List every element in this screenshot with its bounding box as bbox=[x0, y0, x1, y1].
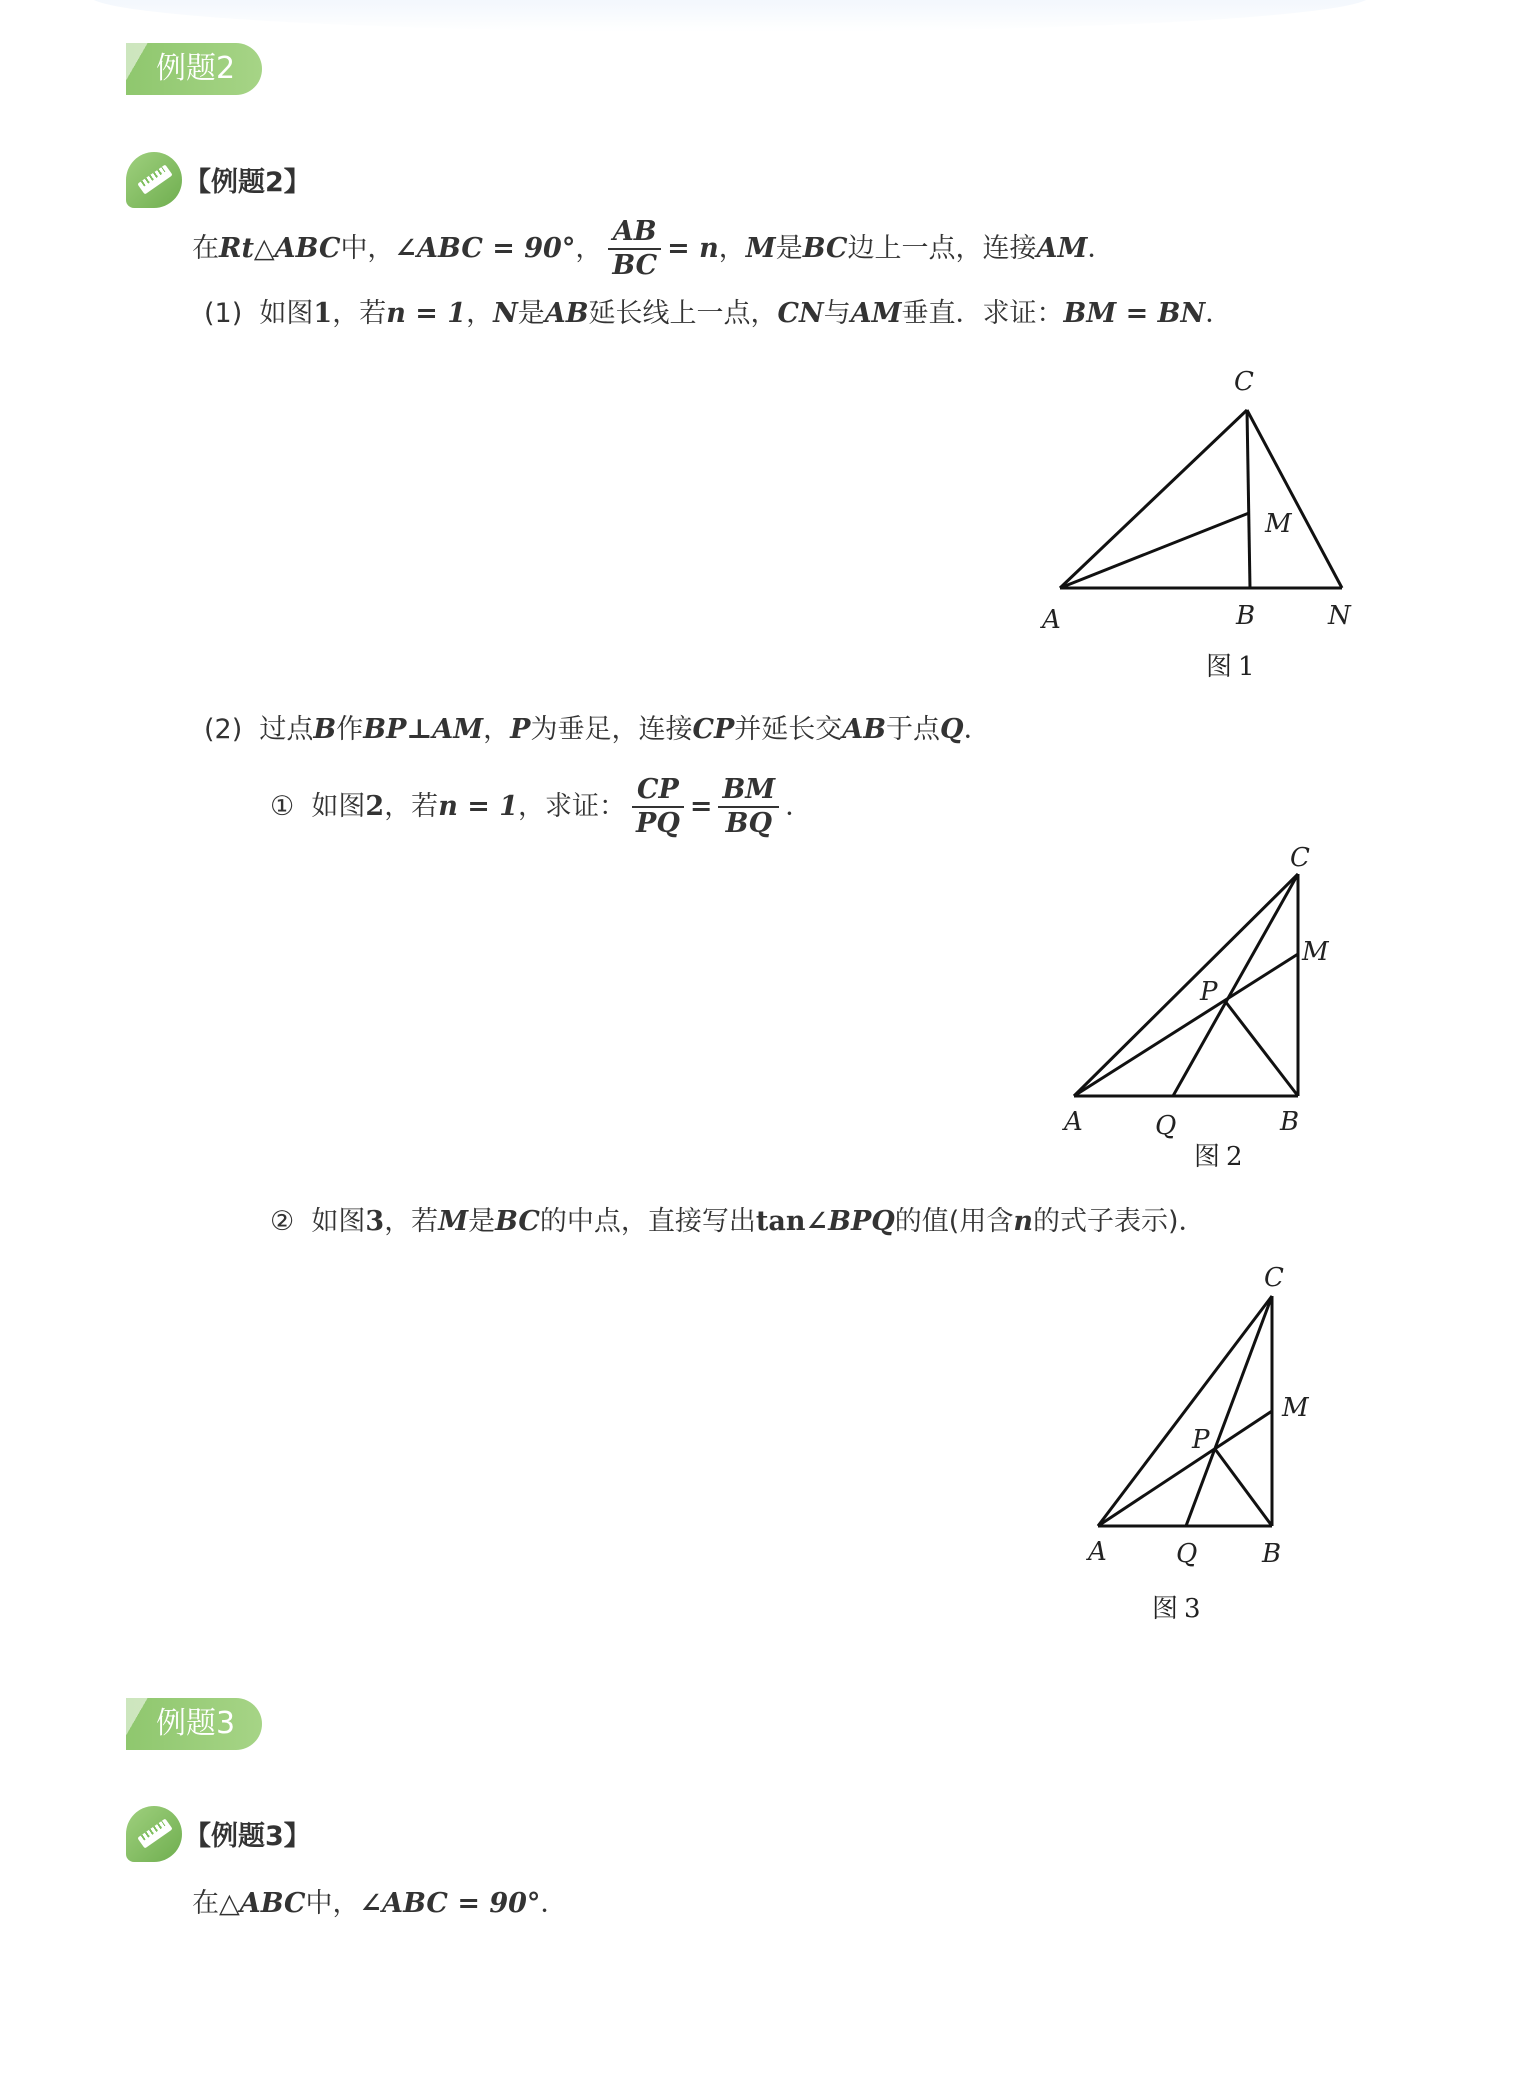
text: 与 bbox=[823, 298, 851, 329]
text: ， bbox=[483, 714, 511, 745]
fraction-numerator: CP bbox=[632, 776, 684, 808]
text: ，若 bbox=[384, 1206, 439, 1237]
example2-part2 bbox=[204, 710, 991, 750]
math: n = 1 bbox=[438, 790, 519, 822]
math: △ABC bbox=[219, 1888, 306, 1919]
ruler-icon bbox=[126, 152, 182, 208]
text: ，若 bbox=[384, 790, 439, 822]
fig2-segment-ac bbox=[1074, 874, 1298, 1096]
fraction-denominator: PQ bbox=[636, 808, 680, 840]
text: 作 bbox=[336, 714, 364, 745]
fig3-segment-cq bbox=[1186, 1296, 1272, 1526]
fraction-denominator: BQ bbox=[725, 808, 773, 840]
text: ， bbox=[575, 232, 603, 264]
fig3-segment-bp bbox=[1215, 1449, 1272, 1526]
fig3-label-p: P bbox=[1192, 1425, 1210, 1455]
fraction-numerator: BM bbox=[718, 776, 779, 808]
fig2-segment-bp bbox=[1225, 1001, 1298, 1096]
text: 在 bbox=[192, 1888, 219, 1919]
math: AM bbox=[1036, 232, 1088, 264]
text: 中， bbox=[305, 1888, 360, 1919]
math: M bbox=[438, 1206, 469, 1237]
text: ， bbox=[718, 232, 746, 264]
figure-1 bbox=[1040, 360, 1360, 640]
text: 为垂足，连接 bbox=[530, 714, 693, 745]
fig1-label-n: N bbox=[1328, 601, 1351, 631]
fig1-segment-cn bbox=[1247, 410, 1342, 588]
figure-3-caption bbox=[1152, 1588, 1201, 1625]
top-decor-band bbox=[90, 0, 1370, 32]
fig3-label-b: B bbox=[1262, 1539, 1282, 1569]
math: ∠ABC = 90° bbox=[359, 1888, 541, 1919]
math: B bbox=[313, 714, 337, 745]
math: 2 bbox=[365, 790, 385, 822]
example3-title: 【例题3】 bbox=[184, 1821, 311, 1852]
fig2-label-c: C bbox=[1290, 843, 1310, 873]
caption-number: 3 bbox=[1184, 1594, 1201, 1624]
section-tab-example2 bbox=[126, 43, 262, 95]
text: 的中点，直接写出 bbox=[539, 1206, 756, 1237]
fraction-numerator: AB bbox=[608, 218, 661, 250]
text: ，若 bbox=[332, 298, 387, 329]
fig3-label-q: Q bbox=[1176, 1539, 1198, 1569]
text: 延长线上一点， bbox=[588, 298, 778, 329]
text: 如图 bbox=[311, 1206, 366, 1237]
math: = n bbox=[667, 232, 719, 264]
example2-stem bbox=[192, 218, 1114, 281]
text: 是 bbox=[468, 1206, 496, 1237]
text: 垂直．求证： bbox=[901, 298, 1064, 329]
math: BP⊥AM bbox=[363, 714, 484, 745]
fig2-label-m: M bbox=[1302, 937, 1329, 967]
figure-3 bbox=[1076, 1256, 1356, 1576]
text: 于点 bbox=[886, 714, 941, 745]
math: N bbox=[493, 298, 518, 329]
math: Rt△ABC bbox=[219, 232, 341, 264]
figure-2 bbox=[1050, 840, 1350, 1140]
math: 3 bbox=[365, 1206, 385, 1237]
figure-1-caption bbox=[1206, 646, 1255, 683]
fig3-segment-am bbox=[1098, 1411, 1272, 1526]
caption-number: 2 bbox=[1226, 1142, 1243, 1172]
fig2-label-p: P bbox=[1200, 977, 1218, 1007]
ruler-icon bbox=[126, 1806, 182, 1862]
text: 边上一点，连接 bbox=[847, 232, 1037, 264]
fig3-label-c: C bbox=[1264, 1263, 1284, 1293]
caption-text: 图 bbox=[1206, 652, 1233, 682]
text: ，求证： bbox=[518, 790, 627, 822]
section-tab-label: 例题3 bbox=[156, 1706, 236, 1741]
example2-sub2 bbox=[270, 1202, 1206, 1242]
math: n = 1 bbox=[386, 298, 467, 329]
text: ， bbox=[466, 298, 494, 329]
text: 如图 bbox=[311, 790, 366, 822]
fig1-label-m: M bbox=[1265, 509, 1292, 539]
text: ． bbox=[785, 790, 813, 822]
part-label: (1) bbox=[204, 298, 243, 329]
example2-sub1 bbox=[270, 776, 812, 839]
fraction-ab-bc bbox=[608, 218, 661, 281]
example3-stem bbox=[192, 1884, 567, 1924]
math: AM bbox=[850, 298, 902, 329]
caption-number: 1 bbox=[1238, 652, 1255, 682]
text: 是 bbox=[517, 298, 545, 329]
text: 中， bbox=[340, 232, 395, 264]
sub-label: ① bbox=[270, 790, 295, 822]
fraction-bm-bq bbox=[718, 776, 779, 839]
text: 并延长交 bbox=[734, 714, 843, 745]
fig2-label-b: B bbox=[1280, 1107, 1300, 1137]
math: BC bbox=[495, 1206, 540, 1237]
text: ． bbox=[540, 1888, 568, 1919]
text: 的式子表示)． bbox=[1032, 1206, 1206, 1237]
text: ． bbox=[1087, 232, 1115, 264]
section-tab-example3 bbox=[126, 1698, 262, 1750]
fig1-label-b: B bbox=[1236, 601, 1256, 631]
math: P bbox=[510, 714, 531, 745]
fig1-segment-ac bbox=[1060, 410, 1247, 588]
example2-part1 bbox=[204, 294, 1232, 334]
caption-text: 图 bbox=[1194, 1142, 1221, 1172]
text: 在 bbox=[192, 232, 219, 264]
math: M bbox=[745, 232, 776, 264]
fig1-label-c: C bbox=[1234, 367, 1254, 397]
math: 1 bbox=[313, 298, 333, 329]
text: 是 bbox=[775, 232, 803, 264]
fig2-label-q: Q bbox=[1155, 1111, 1177, 1140]
math: AB bbox=[544, 298, 589, 329]
fig3-label-m: M bbox=[1282, 1393, 1309, 1423]
text: 过点 bbox=[259, 714, 314, 745]
sub-label: ② bbox=[270, 1206, 295, 1237]
text: 如图 bbox=[259, 298, 314, 329]
math: BC bbox=[802, 232, 848, 264]
caption-text: 图 bbox=[1152, 1594, 1179, 1624]
math: = bbox=[689, 790, 713, 822]
math: CP bbox=[692, 714, 735, 745]
fig3-label-a: A bbox=[1088, 1537, 1107, 1567]
fig2-segment-cq bbox=[1173, 874, 1298, 1096]
text: 的值(用含 bbox=[894, 1206, 1014, 1237]
figure-2-caption bbox=[1194, 1136, 1243, 1173]
math: n bbox=[1013, 1206, 1033, 1237]
fig1-segment-cb bbox=[1247, 410, 1250, 588]
fraction-denominator: BC bbox=[612, 250, 658, 282]
math: ∠ABC = 90° bbox=[394, 232, 576, 264]
fig1-segment-am bbox=[1060, 513, 1249, 588]
part-label: (2) bbox=[204, 714, 243, 745]
math: Q bbox=[940, 714, 964, 745]
text: ． bbox=[1205, 298, 1233, 329]
math: ∠BPQ bbox=[805, 1206, 895, 1237]
math: BM = BN bbox=[1063, 298, 1206, 329]
math: CN bbox=[777, 298, 824, 329]
fig1-label-a: A bbox=[1042, 605, 1061, 635]
text: ． bbox=[963, 714, 991, 745]
fraction-cp-pq bbox=[632, 776, 684, 839]
section-tab-label: 例题2 bbox=[156, 51, 236, 86]
example2-title: 【例题2】 bbox=[184, 167, 311, 198]
math: tan bbox=[755, 1206, 806, 1237]
fig2-label-a: A bbox=[1064, 1107, 1083, 1137]
math: AB bbox=[842, 714, 887, 745]
